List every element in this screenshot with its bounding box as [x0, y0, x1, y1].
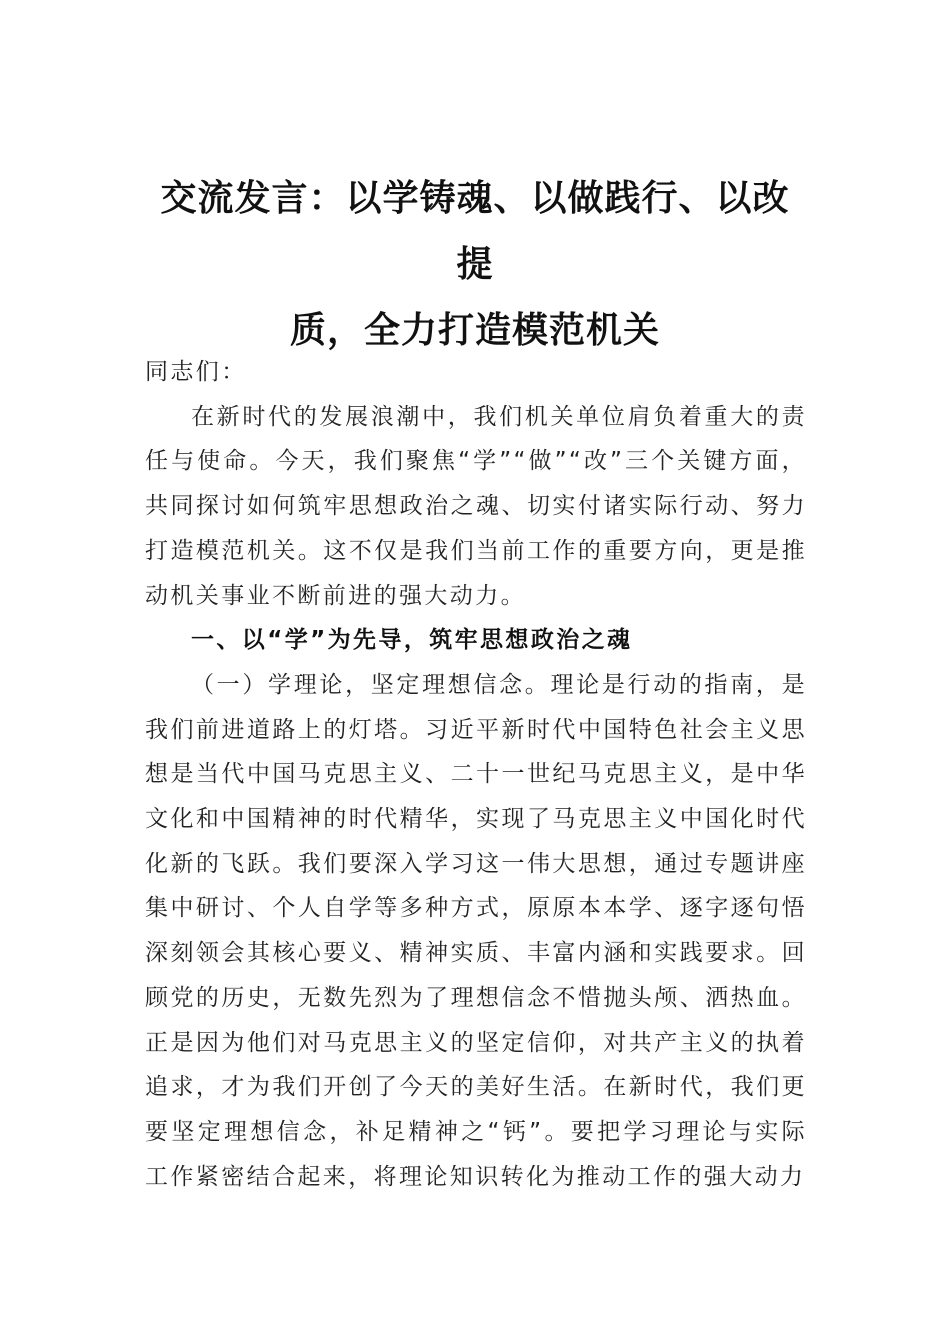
- section-heading-1: 一、以“学”为先导，筑牢思想政治之魂: [191, 627, 633, 654]
- document-body: [145, 350, 807, 1199]
- title-line-2: 质，全力打造模范机关: [289, 309, 660, 351]
- title-line-1: 交流发言：以学铸魂、以做践行、以改提: [160, 177, 790, 285]
- salutation: 同志们：: [145, 359, 247, 385]
- section-1-paragraph-1: （一）学理论，坚定理想信念。理论是行动的指南，是我们前进道路上的灯塔。习近平新时代中国特色社会主义思想是当代中国马克思主义、二十一世纪马克思主义，是中华文化和中国精神的时代精华，实现了马克思主义中国化时代化新的飞跃。我们要深入学习这一伟大思想，通过专题讲座集中研讨、个人自学等多种方式，原原本本学、逐字逐句悟深刻领会其核心要义、精神实质、丰富内涵和实践要求。回顾党的历史，无数先烈为了理想信念不惜抛头颅、洒热血。正是因为他们对马克思主义的坚定信仰，对共产主义的执着追求，才为我们开创了今天的美好生活。在新时代，我们更要坚定理想信念，补足精神之“钙”。要把学习理论与实际工作紧密结合起来，将理论知识转化为推动工作的强大动力: [145, 671, 807, 1190]
- intro-paragraph: 在新时代的发展浪潮中，我们机关单位肩负着重大的责任与使命。今天，我们聚焦“学”“做”“改”三个关键方面，共同探讨如何筑牢思想政治之魂、切实付诸实际行动、努力打造模范机关。这不仅是我们当前工作的重要方向，更是推动机关事业不断前进的强大动力。: [145, 403, 807, 609]
- document-title: [145, 165, 805, 363]
